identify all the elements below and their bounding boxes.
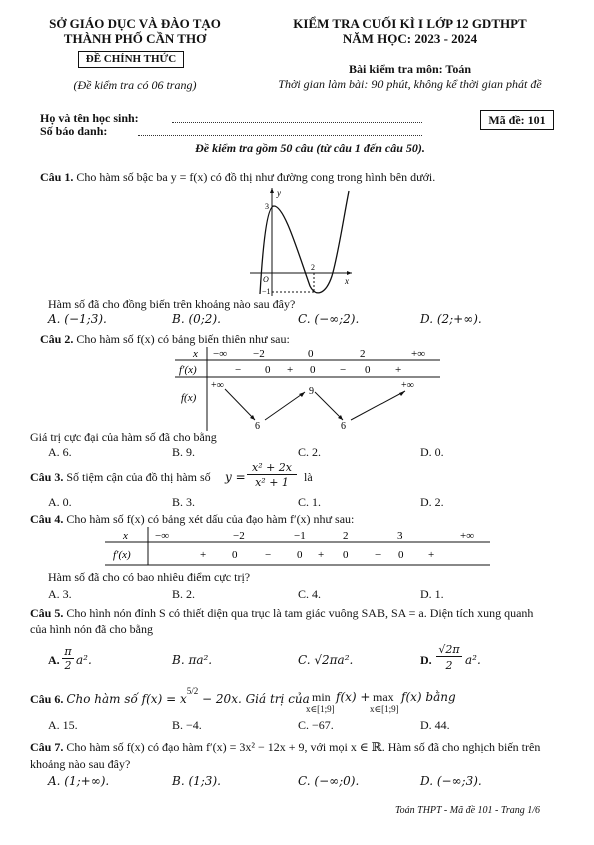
q3-tail: là [304, 470, 313, 484]
q4-sign-table [105, 527, 490, 567]
student-name-label: Họ và tên học sinh: [40, 111, 139, 125]
q5-a-num: π [62, 645, 74, 659]
time-note: Thời gian làm bài: 90 phút, không kể thời gian phát đề [278, 77, 542, 91]
q3-option-d[interactable]: D. 2. [420, 495, 444, 509]
q5-stem: Câu 5. Cho hình nón đỉnh S có thiết diện qua trục là tam giác vuông SAB, SA = a. Diện tích xung quanh [30, 606, 534, 620]
svg-text:+: + [395, 364, 402, 376]
q1-option-d[interactable]: D. (2;+∞). [420, 312, 482, 326]
q5-option-b[interactable]: B. πa². [172, 653, 213, 667]
q1-option-a[interactable]: A. (−1;3). [48, 312, 107, 326]
q5-option-c[interactable]: C. √2πa². [298, 653, 354, 667]
svg-text:f′(x): f′(x) [179, 364, 197, 376]
q2-option-d[interactable]: D. 0. [420, 445, 444, 459]
q4-option-d[interactable]: D. 1. [420, 587, 444, 601]
svg-text:−: − [340, 364, 347, 376]
svg-text:−: − [375, 549, 382, 561]
q1-stem: Câu 1. Cho hàm số bậc ba y = f(x) có đồ thị như đường cong trong hình bên dưới. [40, 170, 436, 184]
svg-text:2: 2 [343, 530, 349, 542]
q5-d-num: √2π [436, 643, 462, 657]
q7-option-b[interactable]: B. (1;3). [172, 774, 221, 788]
q1-question: Hàm số đã cho đồng biến trên khoảng nào sau đây? [48, 297, 296, 311]
q6-option-d[interactable]: D. 44. [420, 718, 450, 732]
q5-a-den: 2 [64, 659, 72, 672]
svg-text:2: 2 [360, 348, 366, 360]
x-label: x [345, 276, 349, 286]
q6-plus: f(x) + [336, 690, 371, 704]
q6-min: min [312, 690, 331, 704]
svg-text:+∞: +∞ [411, 348, 426, 360]
q3-numerator: x² + 2x [247, 461, 297, 475]
department-name: SỞ GIÁO DỤC VÀ ĐÀO TẠO [49, 16, 221, 31]
q4-option-c[interactable]: C. 4. [298, 587, 322, 601]
q4-option-a[interactable]: A. 3. [48, 587, 72, 601]
q2-question: Giá trị cực đại của hàm số đã cho bằng [30, 430, 217, 444]
q5-d-den: 2 [445, 659, 453, 672]
svg-text:+∞: +∞ [211, 380, 224, 391]
q2-option-a[interactable]: A. 6. [48, 445, 72, 459]
q3-option-a[interactable]: A. 0. [48, 495, 72, 509]
q6-option-a[interactable]: A. 15. [48, 718, 78, 732]
q3-denominator: x² + 1 [255, 476, 289, 489]
pages-note: (Đề kiểm tra có 06 trang) [73, 78, 197, 92]
svg-text:+: + [318, 549, 325, 561]
q4-stem: Câu 4. Cho hàm số f(x) có bảng xét dấu của đạo hàm f′(x) như sau: [30, 512, 355, 526]
q6-max: max [373, 690, 394, 704]
q1-option-c[interactable]: C. (−∞;2). [298, 312, 360, 326]
svg-text:f(x): f(x) [181, 392, 197, 404]
svg-text:x: x [193, 348, 198, 360]
q3-func-lhs: y = [225, 470, 246, 484]
svg-text:0: 0 [365, 364, 371, 376]
svg-text:−1: −1 [294, 530, 306, 542]
q4-question: Hàm số đã cho có bao nhiêu điểm cực trị? [48, 570, 251, 584]
q6-end: f(x) bằng [401, 690, 456, 704]
q5-option-d[interactable]: D. [420, 653, 432, 667]
y-label: y [277, 188, 281, 198]
svg-text:6: 6 [255, 421, 260, 432]
official-badge: ĐỀ CHÍNH THỨC [78, 51, 184, 68]
q2-option-c[interactable]: C. 2. [298, 445, 322, 459]
svg-text:+∞: +∞ [401, 380, 414, 391]
q6-option-c[interactable]: C. −67. [298, 718, 334, 732]
q5-stem-line2: của hình nón đã cho bằng [30, 622, 153, 636]
svg-text:+∞: +∞ [460, 530, 475, 542]
svg-text:0: 0 [232, 549, 238, 561]
q5-d-tail: a². [465, 653, 481, 667]
q5-a-tail: a². [76, 653, 92, 667]
svg-text:−: − [265, 549, 272, 561]
q7-option-d[interactable]: D. (−∞;3). [420, 774, 482, 788]
q6-min-sub: x∈[1;9] [306, 704, 335, 714]
q5-option-a[interactable]: A. [48, 653, 60, 667]
q2-option-b[interactable]: B. 9. [172, 445, 196, 459]
q7-option-a[interactable]: A. (1;+∞). [48, 774, 110, 788]
svg-text:f′(x): f′(x) [113, 549, 131, 561]
q6-stem: Câu 6. Cho hàm số $f(x) = x^{5/2} - 20x$. Giá trị của [30, 686, 310, 706]
svg-text:0: 0 [310, 364, 316, 376]
q3-option-c[interactable]: C. 1. [298, 495, 322, 509]
svg-text:−2: −2 [253, 348, 265, 360]
q2-stem: Câu 2. Cho hàm số f(x) có bảng biến thiên như sau: [40, 332, 290, 346]
svg-text:3: 3 [397, 530, 403, 542]
q1-option-b[interactable]: B. (0;2). [172, 312, 221, 326]
tick-2: 2 [311, 263, 315, 272]
svg-text:0: 0 [297, 549, 303, 561]
q7-stem: Câu 7. Cho hàm số f(x) có đạo hàm f′(x) = 3x² − 12x + 9, với mọi x ∈ ℝ. Hàm số đã cho nghịch biến trên [30, 740, 541, 754]
subject-line: Bài kiểm tra môn: Toán [348, 62, 471, 76]
svg-text:9: 9 [309, 386, 314, 397]
city-name: THÀNH PHỐ CẦN THƠ [63, 31, 207, 46]
q7-option-c[interactable]: C. (−∞;0). [298, 774, 360, 788]
svg-text:+: + [428, 549, 435, 561]
q1-cubic-graph [250, 186, 355, 298]
origin-label: O [263, 275, 269, 284]
svg-text:−: − [235, 364, 242, 376]
q2-variation-table [175, 347, 440, 433]
svg-text:6: 6 [341, 421, 346, 432]
exam-note: Đề kiểm tra gồm 50 câu (từ câu 1 đến câu 50). [195, 141, 425, 155]
svg-text:0: 0 [308, 348, 314, 360]
svg-text:+: + [287, 364, 294, 376]
svg-text:−∞: −∞ [213, 348, 228, 360]
exam-title: KIỂM TRA CUỐI KÌ I LỚP 12 GDTHPT [293, 16, 527, 31]
svg-text:x: x [123, 530, 128, 542]
q3-option-b[interactable]: B. 3. [172, 495, 196, 509]
tick-3: 3 [265, 202, 269, 211]
school-year: NĂM HỌC: 2023 - 2024 [342, 31, 478, 46]
tick-neg1: −1 [262, 287, 271, 296]
page-footer: Toán THPT - Mã đề 101 - Trang 1/6 [395, 805, 541, 816]
q6-max-sub: x∈[1;9] [370, 704, 399, 714]
q7-stem-line2: khoảng nào sau đây? [30, 757, 131, 771]
svg-text:−2: −2 [233, 530, 245, 542]
svg-text:0: 0 [343, 549, 349, 561]
svg-text:0: 0 [265, 364, 271, 376]
exam-code-box: Mã đề: 101 [480, 110, 554, 130]
svg-text:0: 0 [398, 549, 404, 561]
q6-option-b[interactable]: B. −4. [172, 718, 202, 732]
student-id-field[interactable] [138, 135, 422, 136]
q4-option-b[interactable]: B. 2. [172, 587, 196, 601]
svg-text:+: + [200, 549, 207, 561]
student-name-field[interactable] [172, 122, 422, 123]
svg-text:−∞: −∞ [155, 530, 170, 542]
q3-stem: Câu 3. Số tiệm cận của đồ thị hàm số [30, 470, 211, 484]
student-id-label: Số báo danh: [40, 124, 108, 138]
